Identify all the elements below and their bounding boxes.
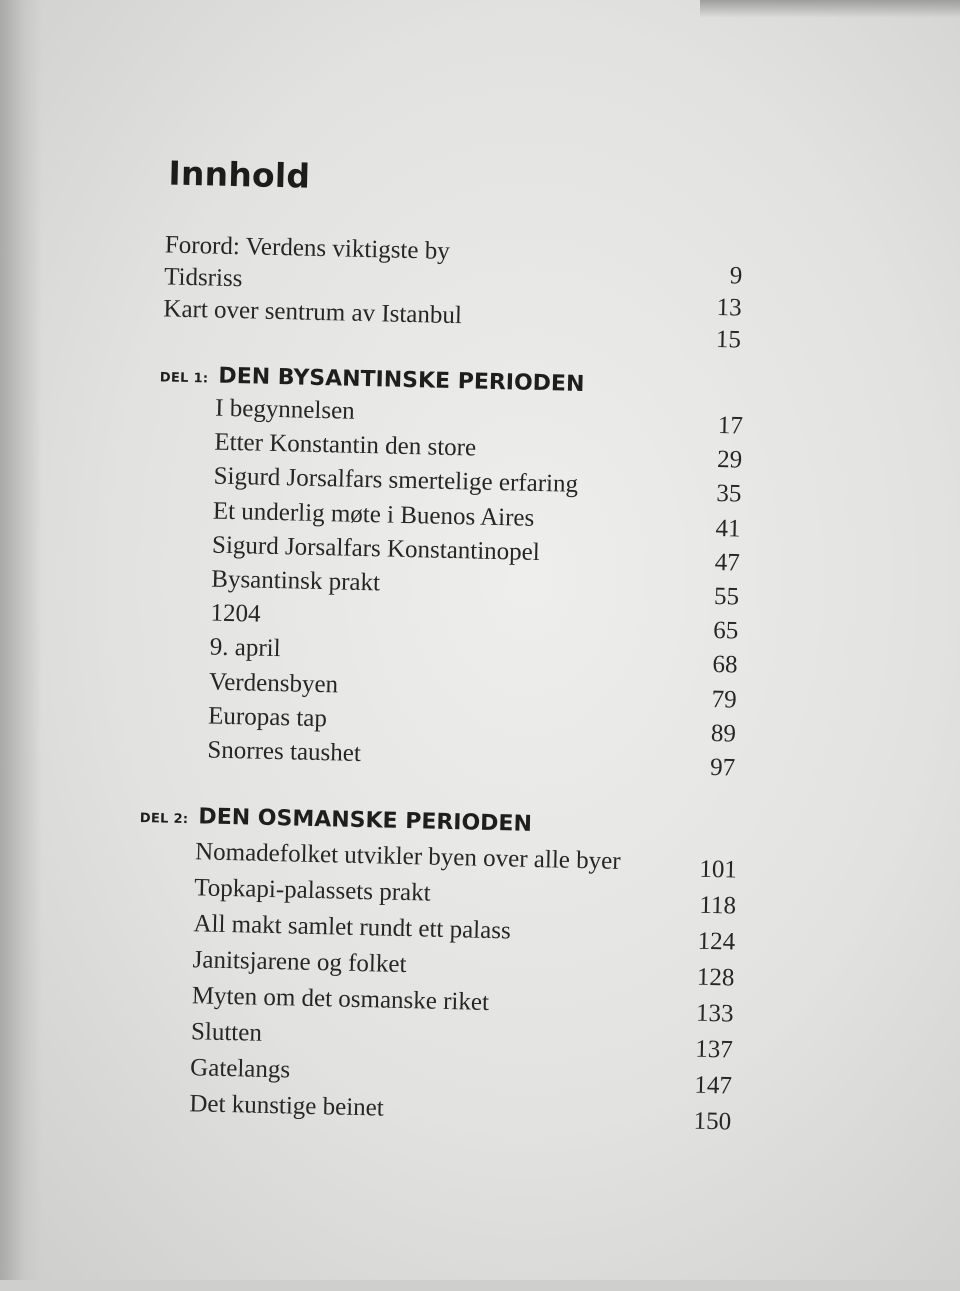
- part-2-heading: [140, 803, 533, 837]
- toc-entry-page: 79: [711, 685, 738, 714]
- toc-entry-page: 17: [717, 412, 744, 440]
- toc-entry-page: 128: [696, 963, 735, 992]
- toc-entry-label: Det kunstige beinet: [189, 1090, 385, 1122]
- toc-entry-label: Nomadefolket utvikler byen over alle byer: [194, 838, 621, 875]
- toc-entry-label: Kart over sentrum av Istanbul: [163, 295, 463, 330]
- toc-entry-page: 9: [729, 262, 743, 290]
- toc-entry-page: 35: [716, 480, 742, 508]
- toc-entry-page: 97: [709, 753, 736, 782]
- toc-entry-label: Europas tap: [207, 702, 328, 733]
- toc-entry-label: Verdensbyen: [208, 668, 339, 699]
- toc-entry-label: Topkapi-palassets prakt: [194, 874, 431, 907]
- part-1-prefix: DEL 1:: [159, 370, 209, 387]
- part-1-heading: [160, 362, 585, 397]
- toc-entry-label: I begynnelsen: [214, 394, 356, 425]
- toc-entry-label: All makt samlet rundt ett palass: [193, 910, 512, 945]
- toc-entry-label: Myten om det osmanske riket: [191, 982, 490, 1016]
- toc-entry-page: 55: [713, 582, 740, 611]
- part-1-title: DEN BYSANTINSKE PERIODEN: [218, 363, 585, 397]
- toc-entry-page: 137: [694, 1035, 734, 1064]
- toc-entry-label: Gatelangs: [189, 1054, 291, 1084]
- toc-entry-page: 133: [695, 999, 734, 1028]
- toc-entry-page: 68: [712, 651, 738, 679]
- toc-entry-page: 29: [716, 446, 743, 474]
- toc-entry-page: 150: [693, 1107, 732, 1136]
- toc-entry-page: 65: [712, 617, 739, 645]
- toc-entry-page: 147: [694, 1071, 733, 1100]
- toc-entry-label: Forord: Verdens viktigste by: [164, 231, 451, 265]
- toc-entry-label: Janitsjarene og folket: [192, 946, 407, 979]
- toc-entry-label: 1204: [210, 599, 261, 628]
- toc-entry-page: 47: [714, 548, 741, 577]
- toc-entry-page: 13: [716, 293, 742, 322]
- toc-entry-label: Slutten: [190, 1018, 263, 1047]
- toc-entry-page: 15: [715, 325, 742, 354]
- toc-entry-label: Sigurd Jorsalfars smertelige erfaring: [213, 462, 579, 499]
- toc-entry-page: 41: [715, 514, 741, 543]
- part-2-prefix: DEL 2:: [139, 811, 189, 828]
- toc-entry-page: 89: [710, 719, 737, 748]
- toc-entry-page: 124: [697, 927, 736, 956]
- toc-entry-label: Etter Konstantin den store: [214, 428, 477, 462]
- page-title: Innhold: [168, 153, 311, 196]
- part-2-title: DEN OSMANSKE PERIODEN: [198, 804, 533, 837]
- toc-entry-label: 9. april: [209, 633, 281, 663]
- toc-entry-label: Et underlig møte i Buenos Aires: [212, 497, 535, 532]
- toc-entry-page: 118: [699, 891, 737, 920]
- toc-entry-page: 101: [699, 855, 738, 884]
- toc-entry-label: Bysantinsk prakt: [211, 565, 381, 597]
- toc-entry-label: Sigurd Jorsalfars Konstantinopel: [211, 531, 541, 566]
- toc-entry-label: Snorres taushet: [207, 736, 362, 768]
- toc-entry-label: Tidsriss: [163, 263, 243, 293]
